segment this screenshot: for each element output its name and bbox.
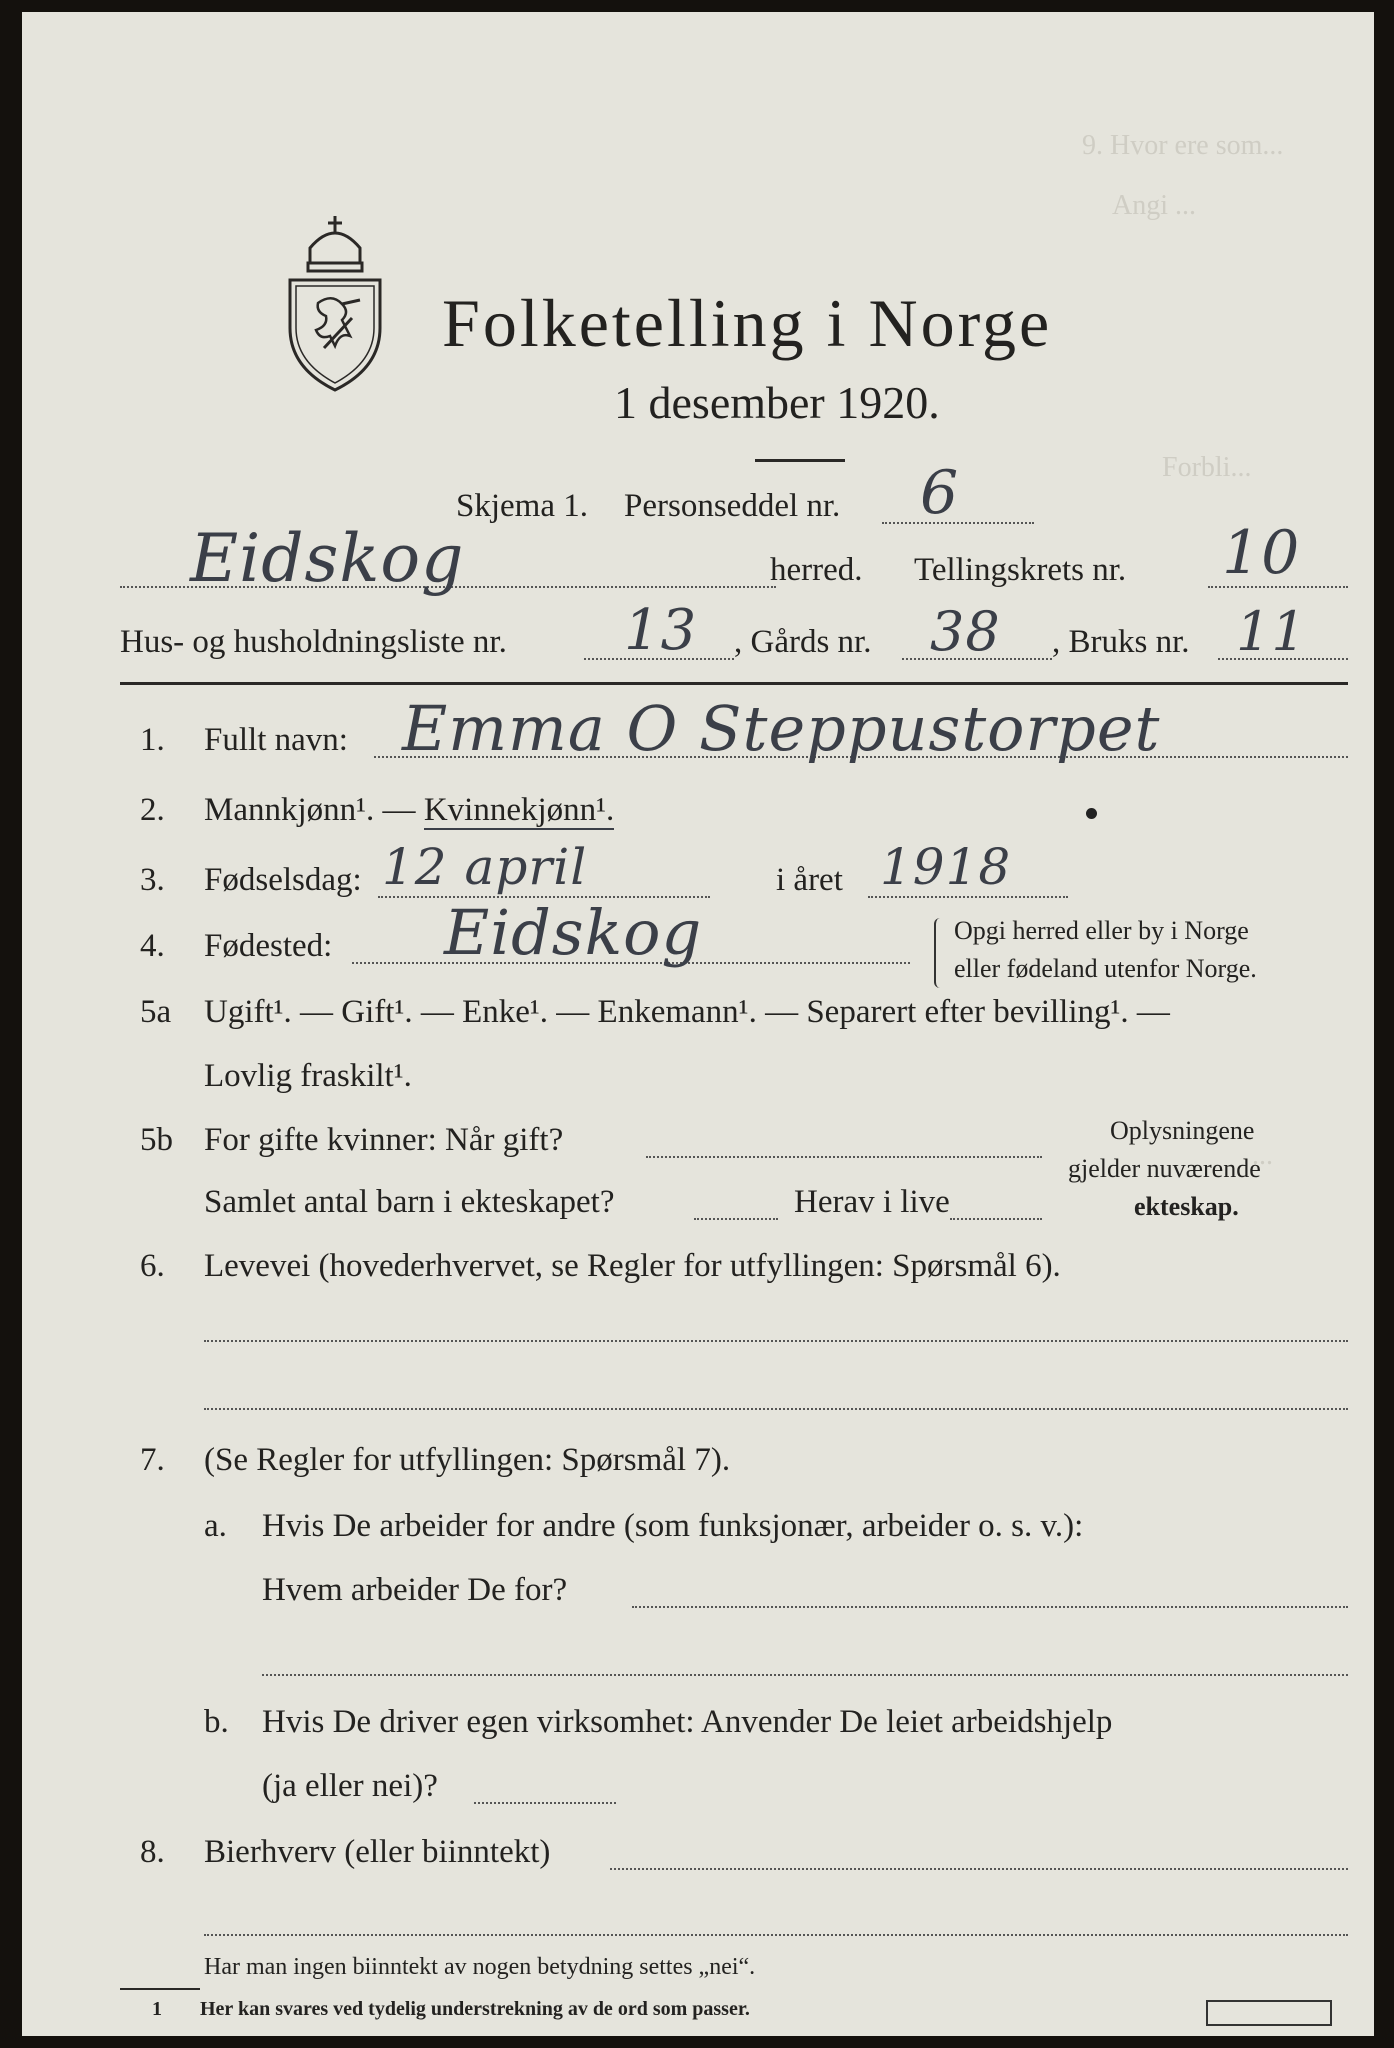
ink-dot [1086, 808, 1097, 819]
bleed-through-text: 9. Hvor ere som... [1082, 130, 1284, 161]
title-divider [755, 459, 845, 462]
birthday-label: Fødselsdag: [204, 862, 362, 898]
bleed-through-text: ... [1252, 1140, 1273, 1171]
question-7b-letter: b. [204, 1704, 229, 1740]
no-income-note: Har man ingen biinntekt av nogen betydning settes „nei“. [204, 1954, 756, 1980]
footnote-rule [120, 1988, 200, 1990]
norwegian-coat-of-arms-icon [280, 208, 390, 393]
question-7-label: (Se Regler for utfyllingen: Spørsmål 7). [204, 1442, 731, 1478]
footnote-number: 1 [152, 1998, 162, 2020]
question-7b-text: Hvis De driver egen virksomhet: Anvender De leiet arbeidshjelp [262, 1704, 1113, 1740]
birthplace-label: Fødested: [204, 928, 333, 964]
children-alive-label: Herav i live [794, 1184, 950, 1220]
gender-male-option[interactable]: Mannkjønn¹. — [204, 792, 424, 828]
birthplace-note-line2: eller fødeland utenfor Norge. [954, 954, 1257, 983]
gender-female-option[interactable]: Kvinnekjønn¹. [423, 792, 615, 828]
marriage-note-line3: ekteskap. [1134, 1192, 1239, 1221]
marital-status-options[interactable]: Ugift¹. — Gift¹. — Enke¹. — Enkemann¹. — Separert efter bevilling¹. — [204, 994, 1170, 1030]
bruks-value[interactable]: 11 [1236, 600, 1307, 663]
married-when-label: For gifte kvinner: Når gift? [204, 1122, 564, 1158]
children-alive-field-line [950, 1218, 1042, 1220]
question-7a-text: Hvis De arbeider for andre (som funksjonær, arbeider o. s. v.): [262, 1508, 1084, 1544]
birthday-value[interactable]: 12 april [382, 838, 588, 896]
herred-label: herred. [770, 552, 863, 588]
gender-options [204, 792, 614, 829]
employer-field-line-1 [632, 1606, 1348, 1608]
birth-year-field-line [868, 896, 1068, 898]
birth-year-label: i året [776, 862, 843, 898]
header-separator [120, 682, 1348, 685]
marriage-note-line2: gjelder nuværende [1068, 1154, 1261, 1183]
birthplace-value[interactable]: Eidskog [444, 896, 703, 969]
birthplace-note-line1: Opgi herred eller by i Norge [954, 916, 1249, 945]
occupation-field-line-2 [204, 1408, 1348, 1410]
footnote-text: Her kan svares ved tydelig understrekning av de ord som passer. [200, 1998, 750, 2020]
husholdningsliste-label: Hus- og husholdningsliste nr. [120, 624, 507, 660]
question-7a-letter: a. [204, 1508, 227, 1544]
question-number-2: 2. [140, 792, 165, 828]
question-number-1: 1. [140, 722, 165, 758]
full-name-value[interactable]: Emma O Steppustorpet [402, 692, 1161, 765]
question-number-4: 4. [140, 928, 165, 964]
marriage-note-line1: Oplysningene [1110, 1116, 1255, 1145]
employer-field-line-2 [262, 1674, 1348, 1676]
question-number-6: 6. [140, 1248, 165, 1284]
occupation-label: Levevei (hovederhvervet, se Regler for utfyllingen: Spørsmål 6). [204, 1248, 1061, 1284]
question-number-3: 3. [140, 862, 165, 898]
question-number-5b: 5b [140, 1122, 173, 1158]
question-number-8: 8. [140, 1834, 165, 1870]
side-income-field-line-2 [204, 1934, 1348, 1936]
bleed-through-text: Forbli... [1162, 452, 1252, 483]
married-when-field-line [646, 1156, 1042, 1158]
side-income-field-line-1 [610, 1868, 1348, 1870]
printer-stamp-icon [1206, 2000, 1332, 2026]
gards-label: , Gårds nr. [734, 624, 872, 660]
tellingskrets-label: Tellingskrets nr. [914, 552, 1127, 588]
gards-value[interactable]: 38 [930, 600, 1001, 663]
hired-help-label: (ja eller nei)? [262, 1768, 438, 1804]
question-number-5a: 5a [140, 994, 172, 1030]
marital-status-divorced[interactable]: Lovlig fraskilt¹. [204, 1058, 412, 1094]
personseddel-value[interactable]: 6 [920, 458, 960, 528]
occupation-field-line-1 [204, 1340, 1348, 1342]
census-date: 1 desember 1920. [614, 377, 940, 428]
form-title: Folketelling i Norge [442, 285, 1053, 361]
children-total-field-line [694, 1218, 778, 1220]
side-income-label: Bierhverv (eller biinntekt) [204, 1834, 551, 1870]
census-form-page [22, 12, 1374, 2036]
question-number-7: 7. [140, 1442, 165, 1478]
full-name-label: Fullt navn: [204, 722, 348, 758]
personseddel-label: Personseddel nr. [624, 488, 841, 524]
children-total-label: Samlet antal barn i ekteskapet? [204, 1184, 615, 1220]
herred-value[interactable]: Eidskog [190, 520, 465, 597]
tellingskrets-value[interactable]: 10 [1222, 518, 1301, 588]
hired-help-field-line [474, 1802, 616, 1804]
husholdningsliste-value[interactable]: 13 [624, 598, 698, 663]
bleed-through-text: Angi ... [1112, 190, 1196, 221]
employer-label: Hvem arbeider De for? [262, 1572, 568, 1608]
birth-year-value[interactable]: 1918 [880, 838, 1012, 896]
skjema-label: Skjema 1. [456, 488, 588, 524]
note-brace [934, 918, 944, 988]
bruks-label: , Bruks nr. [1052, 624, 1190, 660]
